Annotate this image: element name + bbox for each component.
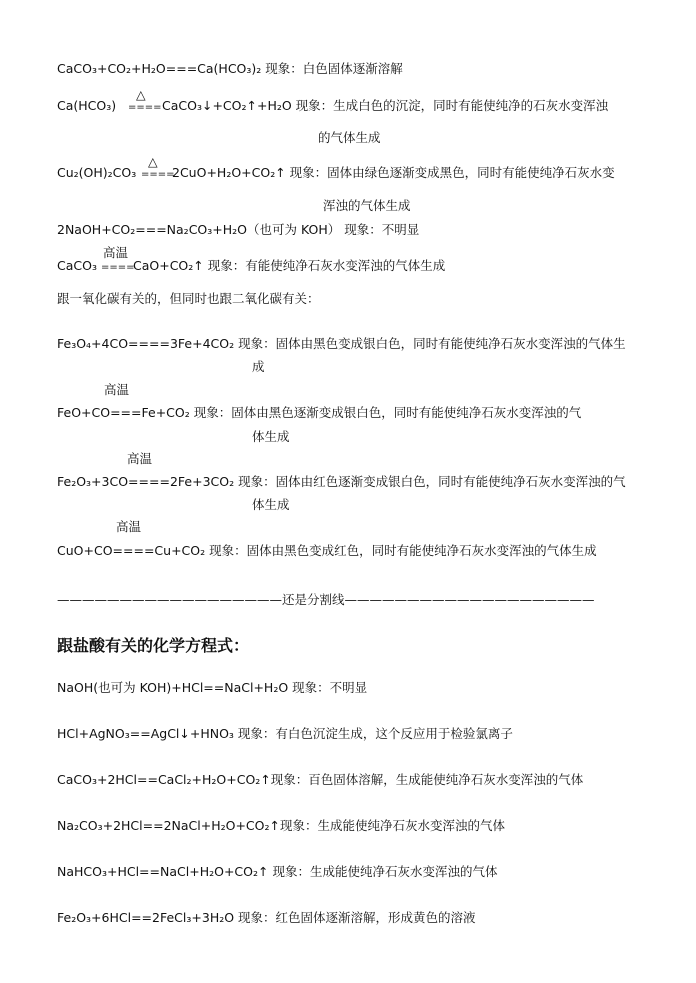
equation-line: Fe₃O₄+4CO====3Fe+4CO₂ 现象：固体由黑色变成银白色，同时有能使纯净石灰水变浑浊的气体生 (57, 336, 626, 351)
high-temp-condition: 高温 (103, 245, 129, 260)
phenomenon-continuation: 的气体生成 (318, 130, 381, 145)
equation-line: 2NaOH+CO₂===Na₂CO₃+H₂O（也可为 KOH） 现象：不明显 (57, 222, 420, 237)
phenomenon-continuation: 浑浊的气体生成 (323, 198, 411, 213)
equation-line: Fe₂O₃+6HCl==2FeCl₃+3H₂O 现象：红色固体逐渐溶解，形成黄色的溶液 (57, 910, 476, 925)
section-heading: 跟盐酸有关的化学方程式： (57, 636, 250, 655)
equation-products: 2CuO+H₂O+CO₂↑ 现象：固体由绿色逐渐变成黑色，同时有能使纯净石灰水变 (172, 165, 615, 180)
equation-line: CaCO₃+2HCl==CaCl₂+H₂O+CO₂↑现象：百色固体溶解，生成能使纯净石灰水变浑浊的气体 (57, 772, 584, 787)
phenomenon-continuation: 成 (252, 359, 265, 374)
high-temp-condition: 高温 (116, 519, 142, 534)
equation-line: Fe₂O₃+3CO====2Fe+3CO₂ 现象：固体由红色逐渐变成银白色，同时有能使纯净石灰水变浑浊的气 (57, 474, 626, 489)
divider-line: ——————————————————还是分割线———————————————————— (57, 592, 595, 607)
heat-condition: △ (136, 87, 146, 102)
equals-sign: ==== (128, 102, 162, 113)
equation-line: CaCO₃+CO₂+H₂O===Ca(HCO₃)₂ 现象：白色固体逐渐溶解 (57, 61, 403, 76)
equation-line: FeO+CO===Fe+CO₂ 现象：固体由黑色逐渐变成银白色，同时有能使纯净石灰水变浑浊的气 (57, 405, 582, 420)
phenomenon-continuation: 体生成 (252, 497, 290, 512)
equation-line: Na₂CO₃+2HCl==2NaCl+H₂O+CO₂↑现象：生成能使纯净石灰水变浑浊的气体 (57, 818, 505, 833)
heat-condition: △ (148, 154, 158, 169)
equation-reactant: Cu₂(OH)₂CO₃ (57, 165, 137, 180)
equation-line: CuO+CO====Cu+CO₂ 现象：固体由黑色变成红色，同时有能使纯净石灰水变浑浊的气体生成 (57, 543, 597, 558)
equals-sign: ==== (101, 262, 135, 273)
equals-sign: ==== (141, 169, 175, 180)
equation-reactant: Ca(HCO₃) (57, 98, 117, 113)
equation-reactant: CaCO₃ (57, 258, 97, 273)
phenomenon-continuation: 体生成 (252, 429, 290, 444)
equation-line: NaOH(也可为 KOH)+HCl==NaCl+H₂O 现象：不明显 (57, 680, 368, 695)
high-temp-condition: 高温 (127, 451, 153, 466)
equation-line: NaHCO₃+HCl==NaCl+H₂O+CO₂↑ 现象：生成能使纯净石灰水变浑浊的气体 (57, 864, 498, 879)
equation-products: CaO+CO₂↑ 现象：有能使纯净石灰水变浑浊的气体生成 (133, 258, 446, 273)
equation-line: HCl+AgNO₃==AgCl↓+HNO₃ 现象：有白色沉淀生成，这个反应用于检验氯离子 (57, 726, 513, 741)
section-note: 跟一氧化碳有关的，但同时也跟二氧化碳有关： (57, 291, 320, 306)
high-temp-condition: 高温 (104, 382, 130, 397)
equation-products: CaCO₃↓+CO₂↑+H₂O 现象：生成白色的沉淀，同时有能使纯净的石灰水变浑浊 (162, 98, 609, 113)
